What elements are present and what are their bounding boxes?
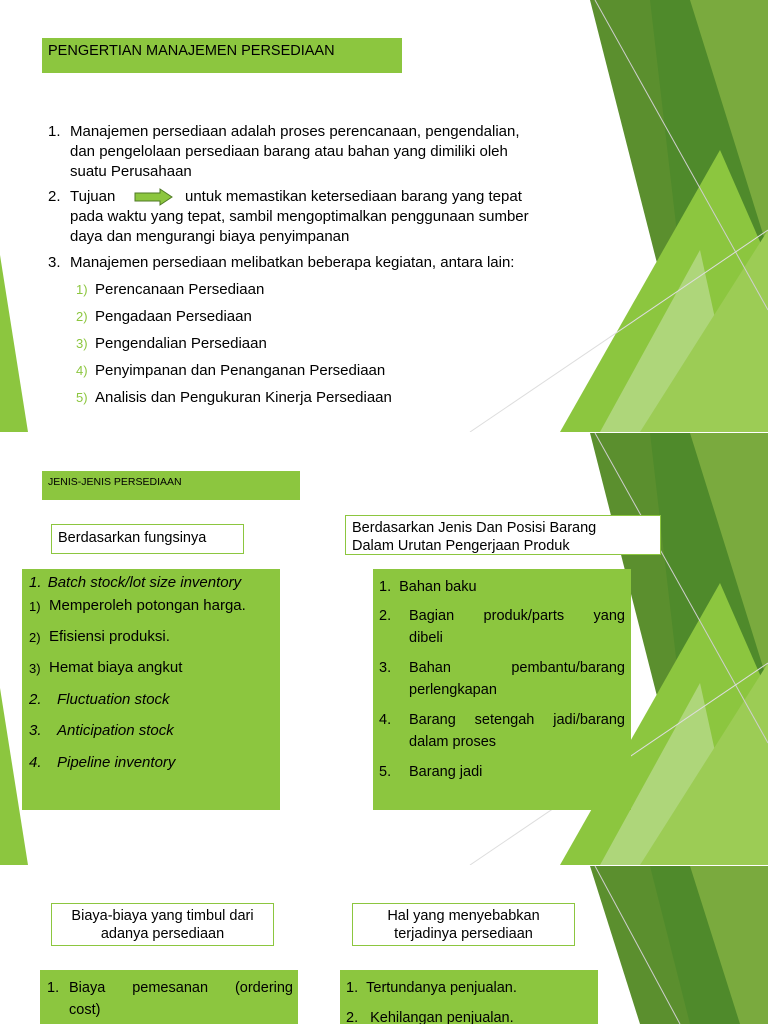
list-item-text: Kehilangan penjualan. [370, 1010, 514, 1024]
slide-3 [0, 866, 768, 1024]
slide-1 [0, 0, 768, 432]
item-3-line-1: Manajemen persediaan melibatkan beberapa kegiatan, antara lain: [70, 254, 515, 271]
list-item-text: Bagian produk/parts yang [409, 608, 625, 624]
list-item [29, 628, 170, 647]
sub-item [76, 280, 496, 307]
sub-item [76, 361, 496, 388]
sub-item-text: Pengendalian Persediaan [95, 335, 267, 352]
list-item-text: Barang jadi [409, 764, 483, 780]
item-1-line-3: suatu Perusahaan [70, 163, 192, 180]
sub-item-text: Analisis dan Pengukuran Kinerja Persediaan [95, 389, 392, 406]
sub-item-text: Penyimpanan dan Penanganan Persediaan [95, 362, 386, 379]
costs-green-box [40, 970, 298, 1024]
list-item-text: Hemat biaya angkut [49, 659, 183, 676]
slide-2-title-text: JENIS-JENIS PERSEDIAAN [48, 476, 182, 488]
list-item-text: Barang setengah jadi/barang [409, 712, 625, 728]
right-header-line-1: Berdasarkan Jenis Dan Posisi Barang [352, 520, 597, 536]
left-header-text: Berdasarkan fungsinya [58, 530, 207, 546]
list-item-number: 1. [379, 579, 392, 595]
list-item-text: perlengkapan [409, 682, 497, 698]
list-item-number: 3. [29, 722, 42, 739]
list-item-number: 1. [47, 980, 60, 996]
costs-header-line-1: Biaya-biaya yang timbul dari [71, 908, 254, 924]
list-item [379, 576, 477, 598]
slide-2-title [42, 471, 300, 500]
list-item-text: Tertundanya penjualan. [366, 980, 517, 996]
causes-header-line-1: Hal yang menyebabkan [387, 908, 540, 924]
list-item-number: 1) [29, 599, 41, 614]
causes-header-box [352, 903, 575, 946]
right-header-line-2: Dalam Urutan Pengerjaan Produk [352, 538, 570, 554]
list-item-text: Bahan pembantu/barang [409, 660, 625, 676]
list-item-number: 5. [379, 764, 392, 780]
list-item-number: 2. [379, 608, 392, 624]
list-item [29, 691, 170, 708]
list-item-number: 4. [29, 754, 42, 771]
left-header-box [51, 524, 244, 554]
list-item-text: dalam proses [409, 734, 497, 750]
list-item-number: 1. [346, 980, 359, 996]
list-item [346, 1007, 514, 1024]
sub-item-number: 1) [76, 282, 88, 297]
slide-1-title [42, 38, 402, 73]
slide-2 [0, 433, 768, 865]
item-1-line-2: dan pengelolaan persediaan barang atau bahan yang dimiliki oleh [70, 143, 508, 160]
list-item [346, 977, 517, 999]
list-item-text: Bahan baku [399, 579, 477, 595]
sub-item [76, 334, 496, 361]
arrow-right-icon [134, 188, 174, 206]
costs-header-line-2: adanya persediaan [100, 926, 225, 942]
costs-header-box [51, 903, 274, 946]
list-item-number: 2) [29, 630, 41, 645]
list-item-number: 2. [29, 691, 42, 708]
list-item-number: 2. [346, 1010, 359, 1024]
list-item-text: Biaya pemesanan (ordering [69, 980, 293, 996]
right-green-box [373, 569, 631, 810]
list-item-text: Fluctuation stock [57, 691, 170, 708]
left-green-box [22, 569, 280, 810]
slide-1-title-text: PENGERTIAN MANAJEMEN PERSEDIAAN [48, 43, 335, 59]
item-2-line-2: daya dan mengurangi biaya penyimpanan [70, 228, 350, 245]
causes-green-box [340, 970, 598, 1024]
list-item-number: 3. [379, 660, 392, 676]
item-2-word: Tujuan [70, 188, 116, 205]
list-item-text: Pipeline inventory [57, 754, 176, 771]
item-2-after: untuk memastikan ketersediaan barang yang tepat [185, 188, 522, 205]
sub-item [76, 307, 496, 334]
item-1-number: 1. [48, 123, 61, 140]
item-3-number: 3. [48, 254, 61, 271]
list-item-text: dibeli [409, 630, 443, 646]
list-item-text: Efisiensi produksi. [49, 628, 170, 645]
list-item [29, 597, 246, 616]
list-item-text: Memperoleh potongan harga. [49, 597, 246, 614]
sub-item-number: 2) [76, 309, 88, 324]
causes-header-line-2: terjadinya persediaan [394, 926, 533, 942]
sub-item-text: Perencanaan Persediaan [95, 281, 265, 298]
item-2-line-1: pada waktu yang tepat, sambil mengoptimalkan penggunaan sumber [70, 208, 529, 225]
sub-item-number: 3) [76, 336, 88, 351]
list-item-number: 4. [379, 712, 392, 728]
sub-item-text: Pengadaan Persediaan [95, 308, 252, 325]
list-item [29, 722, 174, 739]
list-item-text: Anticipation stock [57, 722, 174, 739]
item-2-number: 2. [48, 188, 61, 205]
list-item [29, 659, 183, 678]
list-item-text: Batch stock/lot size inventory [47, 574, 242, 591]
list-item-number: 3) [29, 661, 41, 676]
list-item [29, 574, 241, 591]
sub-item-number: 4) [76, 363, 88, 378]
list-item-text: cost) [69, 1002, 101, 1018]
list-item [29, 754, 176, 771]
item-1-line-1: Manajemen persediaan adalah proses perencanaan, pengendalian, [70, 123, 520, 140]
sub-list [76, 280, 496, 415]
sub-item [76, 388, 496, 415]
list-item-number: 1. [29, 574, 42, 591]
right-header-box [345, 515, 661, 555]
sub-item-number: 5) [76, 390, 88, 405]
